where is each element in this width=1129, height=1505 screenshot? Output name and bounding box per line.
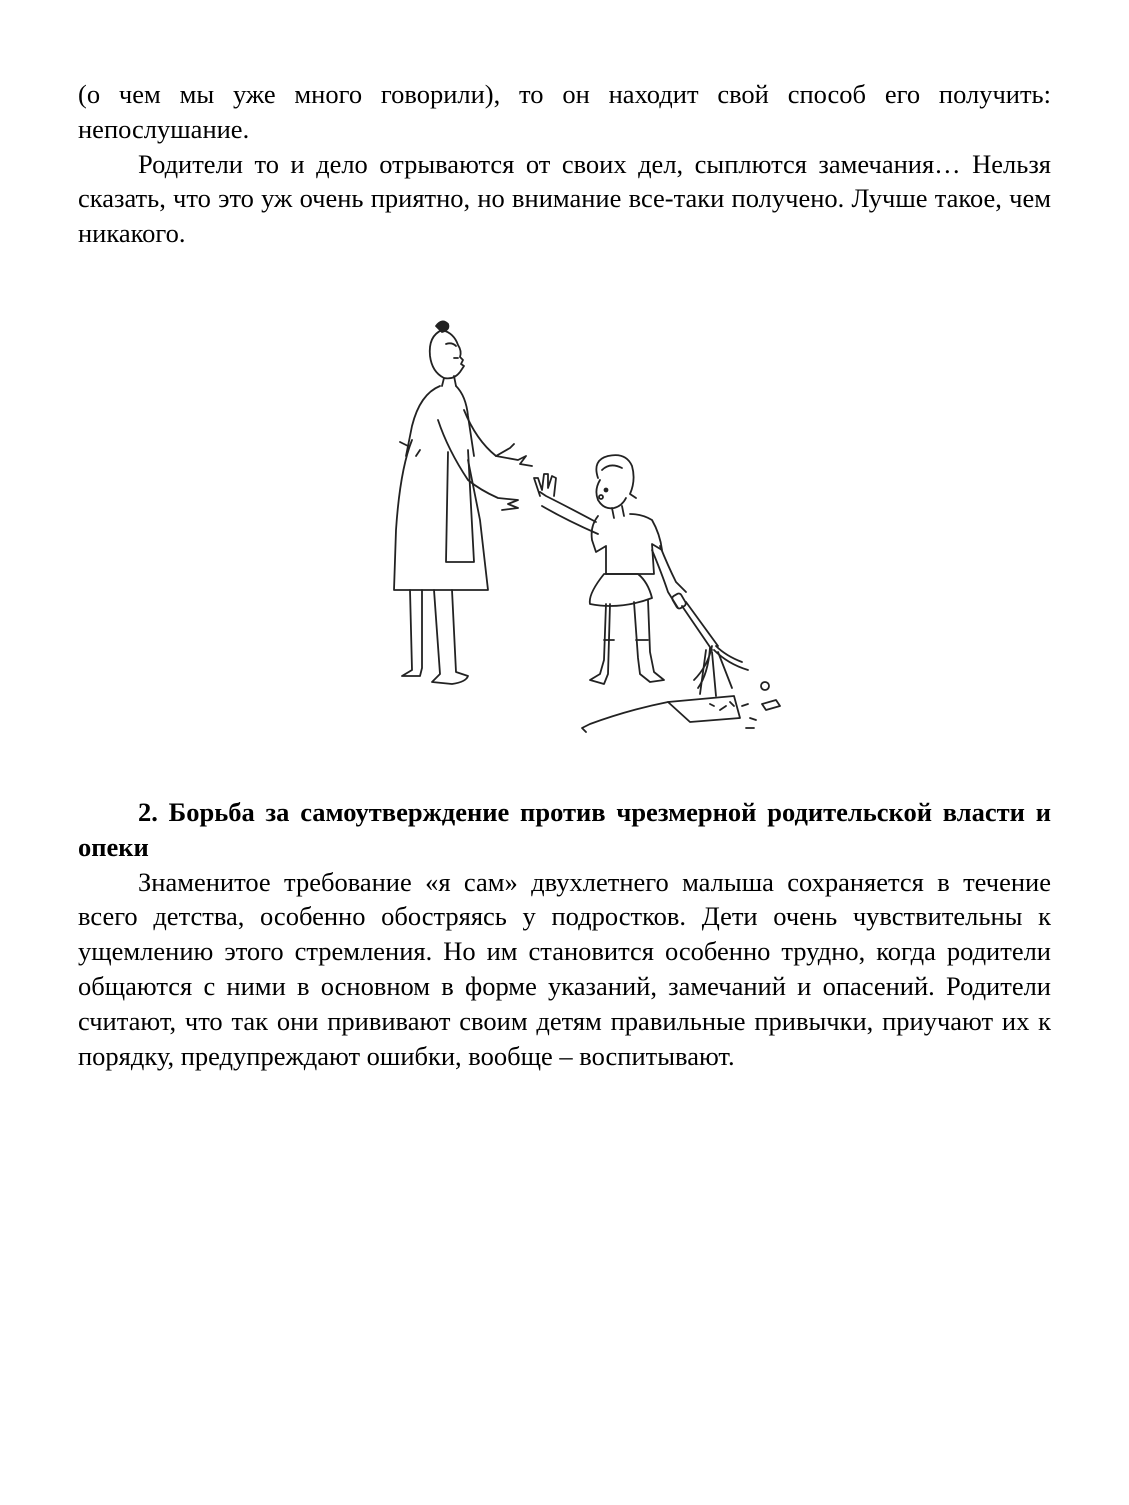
mother-scolding-child-illustration [350,300,800,750]
section-heading: 2. Борьба за самоутверждение против чрезмерной родительской власти и опеки [78,797,1051,862]
paragraph-continuation: (о чем мы уже много говорили), то он находит свой способ его получить: непослушание. [78,79,1051,144]
section-body: Знаменитое требование «я сам» двухлетнего малыша сохраняется в течение всего детства, особенно обостряясь у подростков. Дети очень чувствительны к ущемлению этого стремления. Но им становится особенно трудно, когда родители общаются с ними в основном в форме указаний, замечаний и опасений. Родители считают, что так они прививают своим детям правильные привычки, приучают их к порядку, предупреждают ошибки, вообще – воспитывают. [78,866,1051,1071]
mother-figure [394,321,532,684]
page-text-top [78,77,1051,251]
section-2 [78,795,1051,1073]
broom-and-dustpan [582,602,780,732]
paragraph-attention: Родители то и дело отрываются от своих дел, сыплются замечания… Нельзя сказать, что это уж очень приятно, но внимание все-таки получено. Лучше такое, чем никакого. [78,148,1051,249]
child-figure [534,455,687,684]
